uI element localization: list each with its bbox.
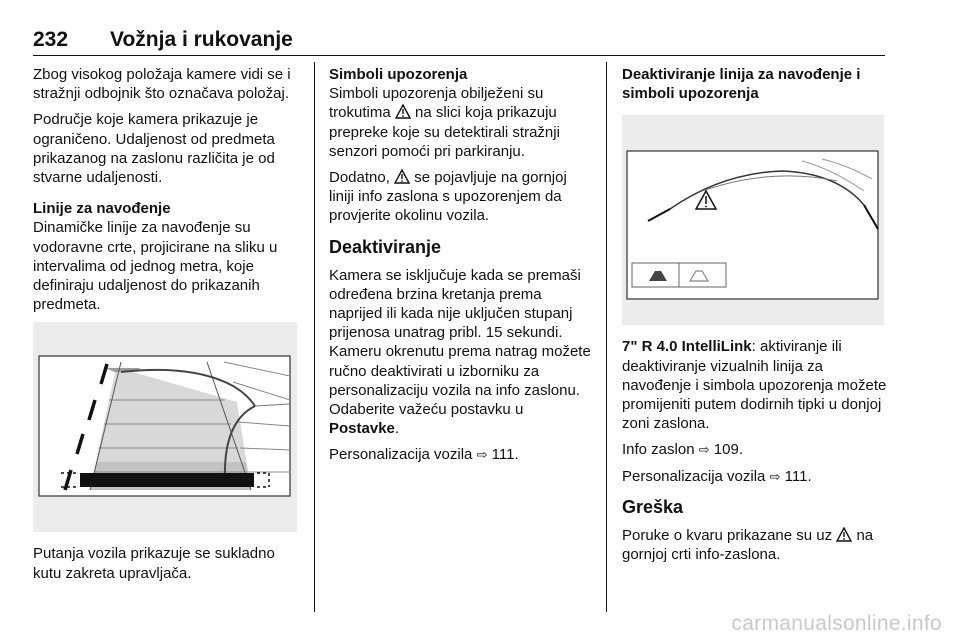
- section-heading: Deaktiviranje linija za navođenje i simboli upozorenja: [622, 66, 861, 103]
- paragraph: Kamera se isključuje kada se premaši određena brzina kretanja prema naprijed ili kada nije uključen stupanj prijenosa unatrag pribl. 15 sekundi. Kameru okrenutu prema natrag možete ručno deaktivirati u izborniku za personalizaciju vozila na info zaslonu. Odaberite važeću postavku u Postavke.: [329, 266, 591, 438]
- watermark: carmanualsonline.info: [731, 612, 942, 635]
- menu-reference: Postavke: [329, 420, 395, 438]
- warning-triangle-icon: [395, 104, 411, 119]
- rear-camera-guidelines-illustration: [33, 322, 297, 532]
- paragraph: Simboli upozorenja obilježeni su trokutima na slici koja prikazuju prepreke koje su detektirali stražnji senzori pomoći pri parkiranju.: [329, 85, 560, 160]
- figure-caption: Putanja vozila prikazuje se sukladno kutu zakreta upravljača.: [33, 545, 275, 582]
- paragraph: Info zaslon ⇨ 109.: [622, 441, 743, 459]
- page-reference-link[interactable]: 111.: [491, 446, 519, 464]
- paragraph: 7" R 4.0 IntelliLink: aktiviranje ili deaktiviranje vizualnih linija za navođenje i simbola upozorenja možete promijeniti putem dodirnih tipki u donjoj zoni zaslona.: [622, 338, 887, 433]
- column-2: [329, 65, 594, 472]
- page-reference-arrow-icon: ⇨: [769, 468, 781, 484]
- guidelines-figure: [33, 322, 297, 532]
- section-heading: Linije za navođenje: [33, 200, 171, 218]
- warning-symbols-figure: [622, 115, 884, 325]
- column-3: [622, 65, 890, 571]
- section-heading: Deaktiviranje: [329, 236, 442, 257]
- page-reference-arrow-icon: ⇨: [476, 447, 488, 463]
- paragraph: Dinamičke linije za navođenje su vodoravne crte, projicirane na sliku u intervalima od jednog metra, koje definiraju udaljenost do prikazanih predmeta.: [33, 219, 278, 314]
- column-divider-2: [606, 62, 607, 612]
- section-heading: Greška: [622, 496, 684, 517]
- paragraph: Personalizacija vozila ⇨ 111.: [329, 446, 519, 464]
- column-1: [33, 65, 303, 590]
- paragraph: Poruke o kvaru prikazane su uz na gornjoj crti info-zaslona.: [622, 526, 874, 564]
- paragraph: Personalizacija vozila ⇨ 111.: [622, 467, 812, 485]
- system-name: 7" R 4.0 IntelliLink: [622, 338, 752, 356]
- page-reference-link[interactable]: 109.: [713, 441, 743, 459]
- page-title: Vožnja i rukovanje: [110, 28, 293, 51]
- paragraph: Područje koje kamera prikazuje je ograničeno. Udaljenost od predmeta prikazanog na zaslonu različita je od stvarne udaljenosti.: [33, 111, 275, 187]
- warning-triangle-icon: [394, 169, 410, 184]
- column-divider-1: [314, 62, 315, 612]
- warning-triangle-icon: [836, 527, 852, 542]
- paragraph: Dodatno, se pojavljuje na gornjoj liniji info zaslona s upozorenjem da provjerite okolinu vozila.: [329, 169, 567, 225]
- header-rule: [33, 55, 885, 56]
- page-reference-arrow-icon: ⇨: [698, 442, 710, 458]
- rear-camera-warning-illustration: [622, 115, 884, 325]
- paragraph: Zbog visokog položaja kamere vidi se i stražnji odbojnik što označava položaj.: [33, 66, 291, 103]
- page-number: 232: [33, 28, 69, 51]
- page-reference-link[interactable]: 111.: [784, 467, 812, 485]
- section-heading: Simboli upozorenja: [329, 66, 468, 83]
